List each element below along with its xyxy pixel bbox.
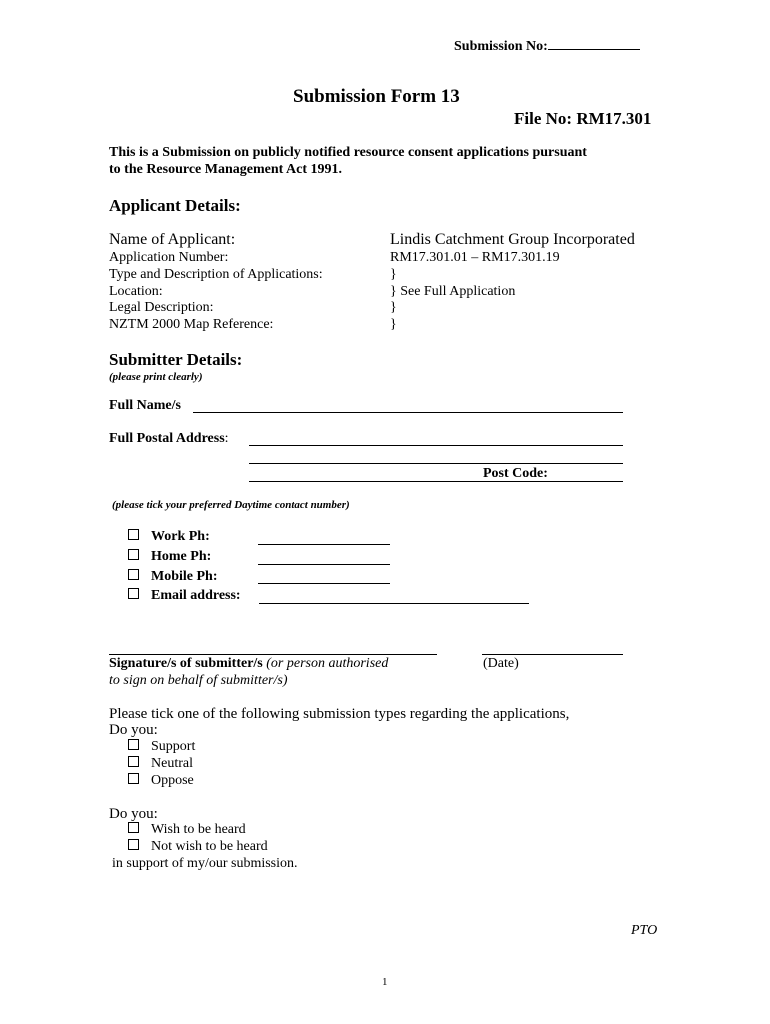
date-label: (Date) [483,656,519,671]
submission-no-field[interactable] [548,35,640,50]
work-phone-field[interactable] [258,544,390,545]
postal-address-field[interactable] [249,481,623,482]
signature-label: Signature/s of submitter/s (or person authorised [109,656,389,671]
page-number: 1 [382,976,388,988]
applicant-row-value: } [390,317,397,332]
checkbox[interactable] [128,569,139,580]
page-title: Submission Form 13 [293,86,460,107]
full-name-field[interactable] [193,412,623,413]
do-you-label: Do you: [109,722,158,738]
pto-label: PTO [631,923,658,938]
checkbox[interactable] [128,756,139,767]
neutral-option[interactable]: Neutral [128,756,193,772]
checkbox[interactable] [128,739,139,750]
file-no: File No: RM17.301 [514,109,652,128]
submission-no-label: Submission No: [454,39,548,54]
submission-type-prompt: Please tick one of the following submission types regarding the applications, [109,706,570,722]
applicant-row-label: Name of Applicant: [109,231,236,248]
contact-note: (please tick your preferred Daytime contact number) [112,499,350,511]
applicant-row-value: } [390,267,397,282]
applicant-row-label: NZTM 2000 Map Reference: [109,317,274,332]
mobile-phone-field[interactable] [258,583,390,584]
checkbox[interactable] [128,839,139,850]
applicant-row-label: Location: [109,284,163,299]
applicant-row-value: RM17.301.01 – RM17.301.19 [390,250,560,265]
applicant-row-value: } [390,300,397,315]
postal-address-field[interactable] [249,445,623,446]
full-name-label: Full Name/s [109,398,181,413]
oppose-option[interactable]: Oppose [128,773,194,789]
intro-line-2: to the Resource Management Act 1991. [109,162,343,177]
signature-field[interactable] [109,654,437,655]
not-wish-to-be-heard-option[interactable]: Not wish to be heard [128,839,268,855]
applicant-row-label: Type and Description of Applications: [109,267,323,282]
checkbox[interactable] [128,822,139,833]
heard-trailer: in support of my/our submission. [112,856,298,871]
applicant-heading: Applicant Details: [109,196,241,215]
checkbox[interactable] [128,588,139,599]
checkbox[interactable] [128,773,139,784]
wish-to-be-heard-option[interactable]: Wish to be heard [128,822,246,838]
submitter-heading: Submitter Details: [109,350,243,369]
home-phone-field[interactable] [258,564,390,565]
checkbox[interactable] [128,529,139,540]
applicant-row-label: Legal Description: [109,300,214,315]
mobile-phone-option[interactable]: Mobile Ph: [128,569,218,585]
applicant-row-value: Lindis Catchment Group Incorporated [390,231,635,248]
applicant-row-value: } See Full Application [390,284,516,299]
postal-address-field[interactable] [249,463,623,464]
home-phone-option[interactable]: Home Ph: [128,549,211,565]
intro-line-1: This is a Submission on publicly notified resource consent applications pursuant [109,145,587,160]
submission-no [454,35,640,55]
date-field[interactable] [482,654,623,655]
post-code-label: Post Code: [483,466,548,481]
work-phone-option[interactable]: Work Ph: [128,529,210,545]
email-field[interactable] [259,603,529,604]
signature-label-line-2: to sign on behalf of submitter/s) [109,673,288,688]
support-option[interactable]: Support [128,739,195,755]
print-clearly-note: (please print clearly) [109,371,203,383]
applicant-row-label: Application Number: [109,250,229,265]
email-option[interactable]: Email address: [128,588,241,604]
checkbox[interactable] [128,549,139,560]
postal-address-label: Full Postal Address: [109,431,229,446]
do-you-label: Do you: [109,806,158,822]
